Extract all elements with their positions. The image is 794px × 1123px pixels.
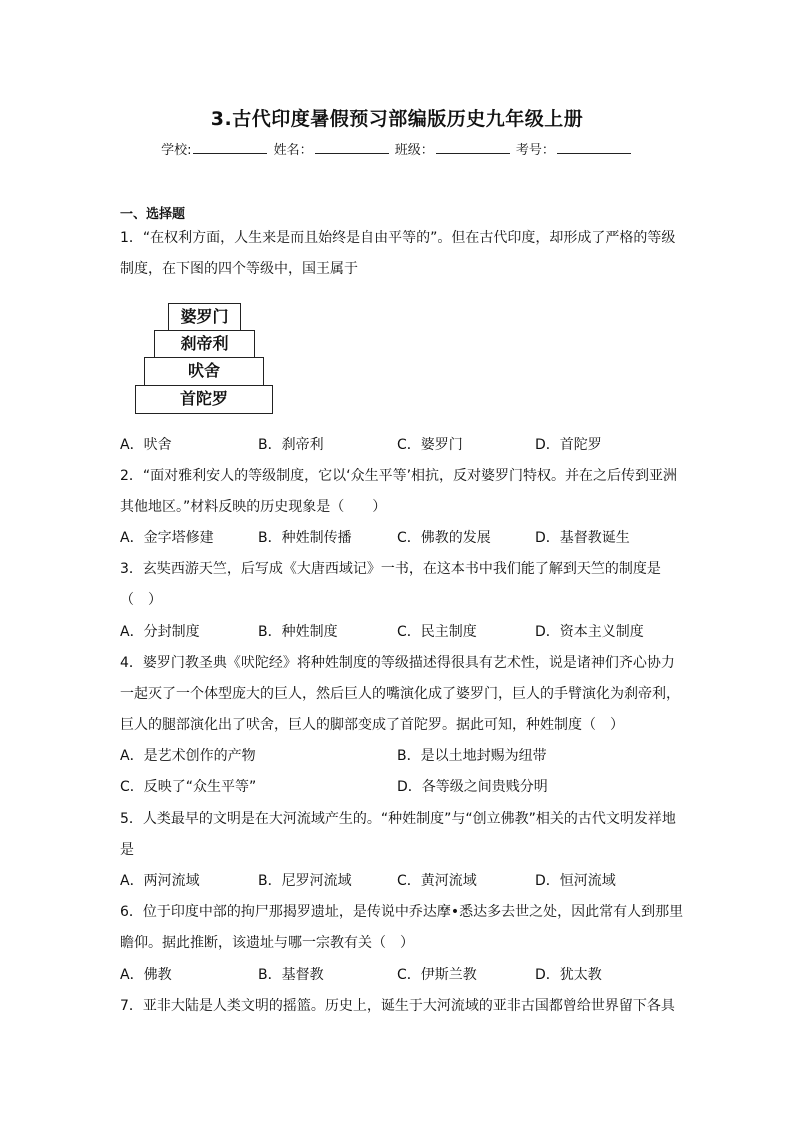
name-blank[interactable] — [315, 141, 389, 154]
q3-line-1: 3．玄奘西游天竺，后写成《大唐西域记》一书，在这本书中我们能了解到天竺的制度是 — [120, 561, 661, 577]
q2-line-2: 其他地区。”材料反映的历史现象是（ ） — [120, 499, 387, 515]
school-blank[interactable] — [193, 141, 267, 154]
q1-option-c[interactable]: C．婆罗门 — [397, 437, 463, 453]
q6-line-2: 瞻仰。据此推断，该遗址与哪一宗教有关（ ） — [120, 935, 414, 951]
q6-option-d[interactable]: D．犹太教 — [535, 967, 602, 983]
q2-option-a[interactable]: A．金字塔修建 — [120, 530, 214, 546]
q3-option-b[interactable]: B．种姓制度 — [258, 624, 338, 640]
pyramid-level-vaishya: 吠舍 — [144, 357, 264, 386]
q4-option-c[interactable]: C．反映了“众生平等” — [120, 779, 257, 795]
name-label: 姓名： — [273, 143, 313, 158]
q6-option-a[interactable]: A．佛教 — [120, 967, 172, 983]
q6-option-b[interactable]: B．基督教 — [258, 967, 324, 983]
q4-option-b[interactable]: B．是以土地封赐为纽带 — [397, 748, 547, 764]
q2-option-c[interactable]: C．佛教的发展 — [397, 530, 491, 546]
student-info-row — [0, 139, 794, 158]
q1-option-d[interactable]: D．首陀罗 — [535, 437, 602, 453]
pyramid-level-kshatriya: 刹帝利 — [154, 330, 255, 358]
section-heading: 一、选择题 — [120, 207, 186, 222]
q5-option-a[interactable]: A．两河流域 — [120, 873, 200, 889]
q1-option-b[interactable]: B．刹帝利 — [258, 437, 324, 453]
pyramid-level-brahmin: 婆罗门 — [168, 303, 241, 331]
school-label: 学校: — [161, 143, 192, 158]
q3-option-a[interactable]: A．分封制度 — [120, 624, 200, 640]
q3-line-2: （ ） — [120, 592, 162, 608]
q5-line-1: 5．人类最早的文明是在大河流域产生的。“种姓制度”与“创立佛教”相关的古代文明发祥地 — [120, 811, 676, 827]
q1-line-2: 制度，在下图的四个等级中，国王属于 — [120, 261, 358, 277]
q6-line-1: 6．位于印度中部的拘尸那揭罗遗址，是传说中乔达摩•悉达多去世之处，因此常有人到那里 — [120, 904, 684, 920]
q4-option-d[interactable]: D．各等级之间贵贱分明 — [397, 779, 548, 795]
q5-option-d[interactable]: D．恒河流域 — [535, 873, 616, 889]
q4-line-2: 一起灭了一个体型庞大的巨人，然后巨人的嘴演化成了婆罗门，巨人的手臂演化为刹帝利， — [120, 686, 680, 702]
q6-option-c[interactable]: C．伊斯兰教 — [397, 967, 477, 983]
class-label: 班级： — [394, 143, 434, 158]
q7-line-1: 7．亚非大陆是人类文明的摇篮。历史上，诞生于大河流域的亚非古国都曾给世界留下各具 — [120, 998, 675, 1014]
q3-option-d[interactable]: D．资本主义制度 — [535, 624, 644, 640]
number-label: 考号： — [515, 143, 555, 158]
number-blank[interactable] — [557, 141, 631, 154]
page-title: 3.古代印度暑假预习部编版历史九年级上册 — [210, 108, 584, 130]
pyramid-level-shudra: 首陀罗 — [135, 385, 273, 414]
q4-line-3: 巨人的腿部演化出了吠舍，巨人的脚部变成了首陀罗。据此可知，种姓制度（ ） — [120, 717, 624, 733]
q1-option-a[interactable]: A．吠舍 — [120, 437, 172, 453]
q3-option-c[interactable]: C．民主制度 — [397, 624, 477, 640]
q1-line-1: 1．“在权利方面，人生来是而且始终是自由平等的”。但在古代印度，却形成了严格的等级 — [120, 230, 676, 246]
q4-line-1: 4．婆罗门教圣典《吠陀经》将种姓制度的等级描述得很具有艺术性，说是诸神们齐心协力 — [120, 655, 675, 671]
q5-option-b[interactable]: B．尼罗河流域 — [258, 873, 352, 889]
q2-option-d[interactable]: D．基督教诞生 — [535, 530, 630, 546]
class-blank[interactable] — [436, 141, 510, 154]
q2-option-b[interactable]: B．种姓制传播 — [258, 530, 352, 546]
q5-option-c[interactable]: C．黄河流域 — [397, 873, 477, 889]
q2-line-1: 2．“面对雅利安人的等级制度，它以‘众生平等’相抗，反对婆罗门特权。并在之后传到亚洲 — [120, 468, 678, 484]
q4-option-a[interactable]: A．是艺术创作的产物 — [120, 748, 256, 764]
q5-line-2: 是 — [120, 842, 134, 858]
